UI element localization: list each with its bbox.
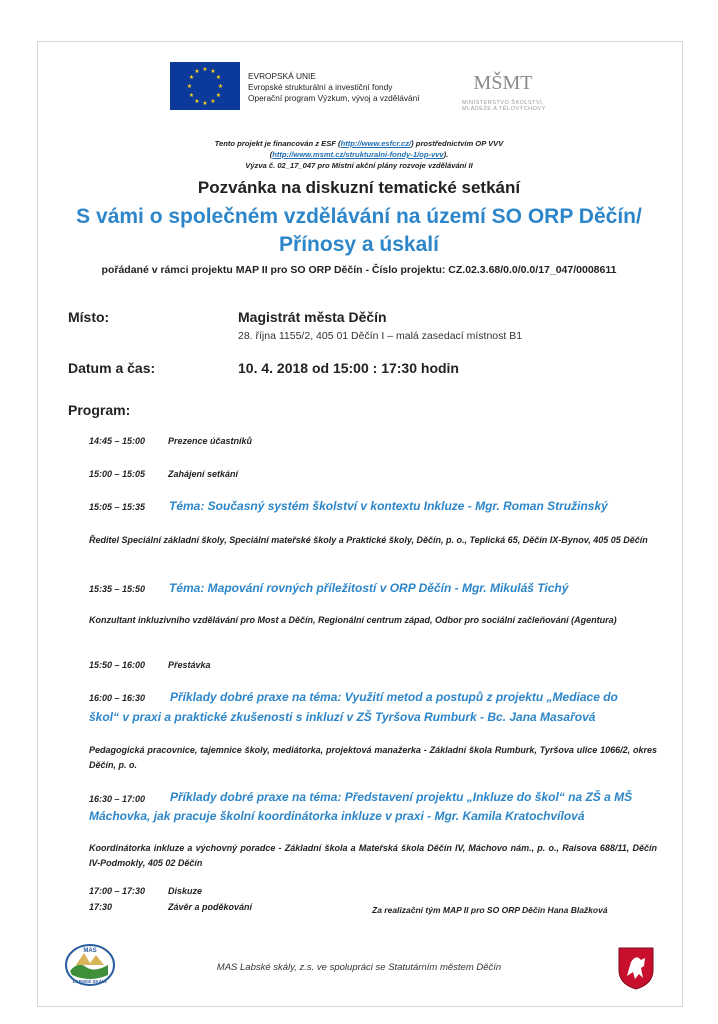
place-label: Místo: [68,309,110,325]
msmt-logo-icon [473,63,533,99]
svg-text:★: ★ [188,75,195,81]
program-time: 14:45 – 15:00 [89,436,146,446]
program-item: Závěr a poděkování [168,902,253,912]
datetime-label: Datum a čas: [68,360,156,376]
financing-line-3: Výzva č. 02_17_047 pro Místní akční plány rozvoje vzdělávání II [245,161,473,170]
program-description: Pedagogická pracovnice, tajemnice školy, mediátorka, projektová manažerka - Základní škola Rumburk, Tyršova ulice 1066/2, okres Děčín, p. o. [89,745,657,770]
invitation-title: Pozvánka na diskuzní tematické setkání [197,178,521,197]
esf-link[interactable]: http://www.esfcr.cz/ [340,139,412,148]
event-title-line-1: S vámi o společném vzdělávání na území SO ORP Děčín/ [76,205,642,228]
program-description: Ředitel Speciální základní školy, Speciální mateřské školy a Praktické školy, Děčín, p. o., Teplická 65, Děčín IX-Bynov, 405 05 Děčín [89,535,648,545]
program-description: Konzultant inkluzivního vzdělávání pro Most a Děčín, Regionální centrum západ, Odbor pro sociální začleňování (Agentura) [89,615,617,625]
svg-text:★: ★ [210,99,216,105]
program-topic: Příklady dobré praxe na téma: Představení projektu „Inkluze do škol“ na ZŠ a MŠ [170,790,633,804]
program-label: Program: [68,402,131,418]
svg-text:★: ★ [188,93,195,99]
program-item: Zahájení setkání [168,469,239,479]
svg-text:★: ★ [217,84,224,90]
msmt-line-1: MINISTERSTVO ŠKOLSTVÍ, [462,100,545,106]
msmt-text [462,100,546,112]
program-topic-continued: škol“ v praxi a praktické zkušenosti s inkluzí v ZŠ Tyršova Rumburk - Bc. Jana Masařová [89,710,596,724]
eu-flag-icon [170,62,240,110]
program-item: Diskuze [168,886,203,896]
program-time: 15:50 – 16:00 [89,660,146,670]
msmt-link[interactable]: http://www.msmt.cz/strukturalni-fondy-1/op-vvv [272,150,444,159]
svg-text:★: ★ [210,69,216,75]
svg-text:★: ★ [215,75,222,81]
program-topic: Téma: Mapování rovných příležitostí v ORP Děčín - Mgr. Mikuláš Tichý [169,581,569,595]
place-address: 28. října 1155/2, 405 01 Děčín I – malá zasedací místnost B1 [238,330,523,342]
program-topic: Příklady dobré praxe na téma: Využití metod a postupů z projektu „Mediace do [170,690,618,704]
eu-line-2: Evropské strukturální a investiční fondy [248,82,393,92]
svg-text:★: ★ [202,67,208,73]
decin-crest-icon [617,946,655,990]
program-time: 16:00 – 16:30 [89,693,146,703]
eu-logo-text [248,71,420,104]
program-time: 15:05 – 15:35 [89,502,146,512]
msmt-logo-text: MŠMT [473,72,533,94]
program-time: 16:30 – 17:00 [89,794,146,804]
program-time: 17:00 – 17:30 [89,886,146,896]
program-topic: Téma: Současný systém školství v kontextu Inkluze - Mgr. Roman Stružinský [169,499,608,513]
svg-text:★: ★ [186,84,193,90]
program-time: 15:35 – 15:50 [89,584,146,594]
svg-text:★: ★ [215,93,222,99]
signature: Za realizační tým MAP II pro SO ORP Děčín Hana Blažková [372,905,608,915]
program-description: Koordinátorka inkluze a výchovný poradce - Základní škola a Mateřská škola Děčín IV, Máchovo nám., p. o., Raisova 688/11, Děčín IV-Podmokly, 405 02 Děčín [89,843,657,868]
program-item: Přestávka [168,660,211,670]
program-topic-continued: Máchovka, jak pracuje školní koordinátorka inkluze v praxi - Mgr. Kamila Kratochvílová [89,809,585,823]
svg-text:★: ★ [194,99,200,105]
financing-line-1: Tento projekt je financován z ESF (http://www.esfcr.cz/) prostřednictvím OP VVV [214,139,504,148]
msmt-line-2: MLÁDEŽE A TĚLOVÝCHOVY [462,106,546,112]
place-name: Magistrát města Děčín [238,309,387,325]
financing-line-2: (http://www.msmt.cz/strukturalni-fondy-1/op-vvv). [269,150,449,159]
svg-text:★: ★ [202,101,208,107]
program-time: 17:30 [89,902,113,912]
footer-text: MAS Labské skály, z.s. ve spolupráci se Statutárním městem Děčín [216,962,502,973]
program-time: 15:00 – 15:05 [89,469,146,479]
eu-line-3: Operační program Výzkum, vývoj a vzdělávání [248,93,420,103]
svg-text:★: ★ [194,69,200,75]
datetime-value: 10. 4. 2018 od 15:00 : 17:30 hodin [238,360,459,376]
mas-logo-top: MAS [83,948,97,954]
eu-line-1: EVROPSKÁ UNIE [248,71,316,81]
event-title-line-2: Přínosy a úskalí [279,233,439,256]
mas-logo-bottom: LABSKÉ SKÁLY [72,979,108,984]
project-subtitle: pořádané v rámci projektu MAP II pro SO ORP Děčín - Číslo projektu: CZ.02.3.68/0.0/0.0/17_047/0008611 [101,264,617,276]
program-item: Prezence účastníků [168,436,253,446]
